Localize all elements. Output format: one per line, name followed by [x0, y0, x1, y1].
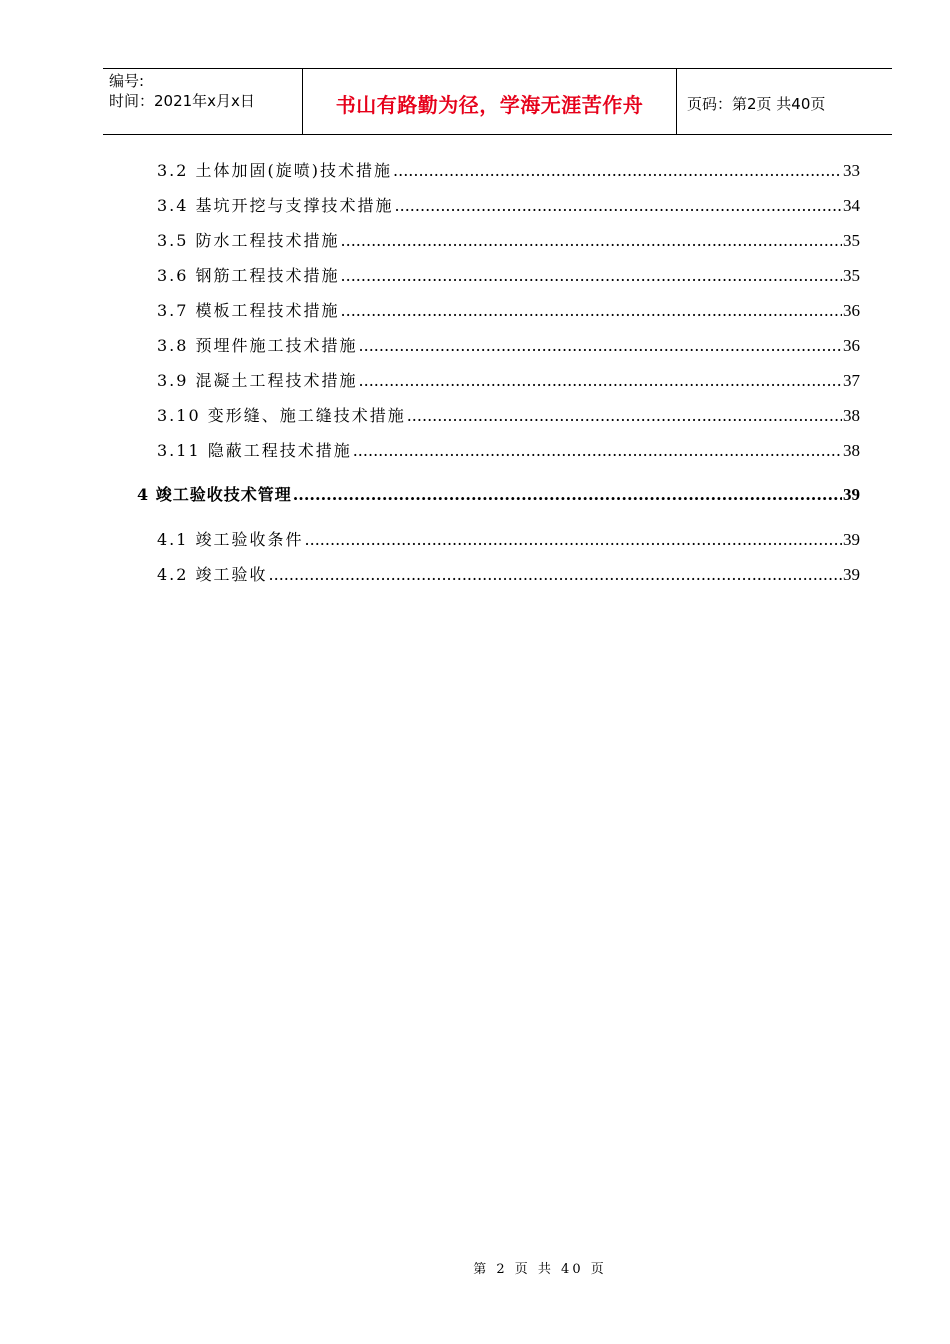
toc-entry[interactable] [157, 158, 860, 181]
toc-leader-dots [359, 371, 842, 390]
toc-chapter-entry[interactable] [137, 482, 860, 505]
toc-leader-dots [269, 565, 842, 584]
toc-entry-label: 4.2 竣工验收 [157, 565, 268, 584]
toc-entry-label: 3.11 隐蔽工程技术措施 [157, 441, 352, 460]
toc-entry-label: 3.8 预埋件施工技术措施 [157, 336, 358, 355]
toc-entry-label: 3.9 混凝土工程技术措施 [157, 371, 358, 390]
toc-entry[interactable] [157, 228, 860, 251]
motto-text: 书山有路勤为径，学海无涯苦作舟 [335, 93, 644, 117]
toc-entry-label: 3.5 防水工程技术措施 [157, 231, 340, 250]
page-header [103, 68, 892, 135]
toc-entry-page: 35 [843, 231, 860, 250]
toc-entry-page: 35 [843, 266, 860, 285]
toc-leader-dots [341, 266, 842, 285]
toc-entry[interactable] [157, 263, 860, 286]
toc-entry-page: 39 [843, 565, 860, 584]
toc-entry-label: 3.7 模板工程技术措施 [157, 301, 340, 320]
toc-entry-page: 34 [843, 196, 860, 215]
toc-entry-page: 36 [843, 301, 860, 320]
toc-leader-dots [393, 161, 842, 180]
page-info-label: 页码：第2页 共40页 [687, 95, 826, 113]
toc-entry-label: 3.10 变形缝、施工缝技术措施 [157, 406, 406, 425]
toc-entry[interactable] [157, 403, 860, 426]
toc-entry[interactable] [157, 333, 860, 356]
toc-entry-page: 39 [843, 530, 860, 549]
toc-leader-dots [305, 530, 842, 549]
toc-leader-dots [353, 441, 842, 460]
header-motto-cell [303, 69, 677, 134]
header-page-cell [677, 69, 892, 134]
toc-leader-dots [407, 406, 842, 425]
toc-leader-dots [293, 485, 842, 504]
toc-entry[interactable] [157, 438, 860, 461]
toc-entry[interactable] [157, 298, 860, 321]
toc-leader-dots [341, 231, 842, 250]
toc-entry[interactable] [157, 193, 860, 216]
toc-entry-label: 3.2 土体加固(旋喷)技术措施 [157, 161, 393, 180]
toc-entry-label: 4 竣工验收技术管理 [137, 485, 292, 504]
toc-leader-dots [395, 196, 842, 215]
toc-entry-page: 38 [843, 441, 860, 460]
toc-entry-label: 3.6 钢筋工程技术措施 [157, 266, 340, 285]
toc-entry-page: 37 [843, 371, 860, 390]
toc-leader-dots [341, 301, 842, 320]
doc-number-label: 编号: [109, 72, 145, 90]
footer-page-number: 第 2 页 共 40 页 [473, 1262, 607, 1277]
date-label: 时间：2021年x月x日 [109, 92, 255, 110]
toc-entry-label: 3.4 基坑开挖与支撑技术措施 [157, 196, 394, 215]
toc-entry-label: 4.1 竣工验收条件 [157, 530, 304, 549]
toc-entry[interactable] [157, 368, 860, 391]
toc-leader-dots [359, 336, 842, 355]
toc-entry-page: 39 [843, 485, 860, 504]
toc-entry[interactable] [157, 527, 860, 550]
toc-entry-page: 33 [843, 161, 860, 180]
toc-entry[interactable] [157, 562, 860, 585]
page-footer [0, 1258, 950, 1277]
header-meta-cell [103, 69, 303, 134]
toc-entry-page: 36 [843, 336, 860, 355]
toc-entry-page: 38 [843, 406, 860, 425]
